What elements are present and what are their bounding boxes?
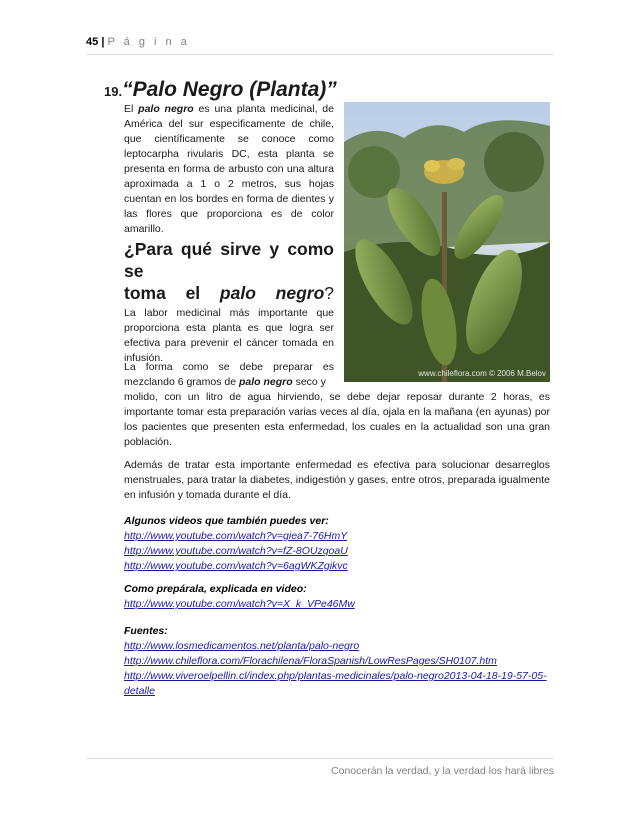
header-separator: | <box>101 36 105 48</box>
section-title-text: “Palo Negro (Planta)” <box>122 78 337 101</box>
plant-photo <box>344 102 550 382</box>
subheading-line-1: ¿Para qué sirve y como se <box>124 239 334 281</box>
extra-text: Además de tratar esta importante enfermedad es efectiva para solucionar desarreglos menstruales, para tratar la diabetes, indigestión y gases, entre otros, preparada igualmente en infusión y tomada durante el día. <box>124 459 550 501</box>
source-link[interactable]: http://www.losmedicamentos.net/planta/palo-negro <box>124 640 360 652</box>
sources-list <box>124 624 554 699</box>
intro-emphasis: palo negro <box>138 103 194 115</box>
plant-photo-illustration <box>344 102 550 382</box>
howto-heading: Como prepárala, explicada en video: <box>124 583 307 595</box>
source-link[interactable]: http://www.chileflora.com/Florachilena/FloraSpanish/LowResPages/SH0107.htm <box>124 655 497 667</box>
videos-heading: Algunos videos que también puedes ver: <box>124 515 329 527</box>
prep-paragraph-continued <box>124 390 550 450</box>
section-title <box>104 78 337 102</box>
subheading-line-2-a: toma el <box>124 283 220 303</box>
prep-paragraph-start <box>124 360 334 390</box>
prep-emphasis: palo negro <box>238 376 293 388</box>
intro-paragraph <box>124 102 334 237</box>
prep-text-2: seco y <box>292 376 326 388</box>
sources-heading: Fuentes: <box>124 625 168 637</box>
videos-list <box>124 514 554 574</box>
subheading-emphasis: palo negro <box>219 283 325 303</box>
prep-text-1: La forma como se debe preparar es mezclando 6 gramos de <box>124 361 334 388</box>
usage-section <box>124 238 334 366</box>
usage-paragraph: La labor medicinal más importante que proporciona esta planta es que logra ser efectiva para prevenir el cáncer tomada en infusión. <box>124 307 334 364</box>
extra-paragraph <box>124 458 550 503</box>
page-number: 45 <box>86 36 99 48</box>
video-link[interactable]: http://www.youtube.com/watch?v=giea7-76HmY <box>124 530 348 542</box>
photo-credit: www.chileflora.com © 2006 M.Belov <box>418 369 546 378</box>
footer-quote: Conocerán la verdad, y la verdad los hará libres <box>331 765 554 777</box>
subheading <box>124 238 334 304</box>
page-footer <box>86 758 554 777</box>
video-link[interactable]: http://www.youtube.com/watch?v=6agWKZgikvc <box>124 560 348 572</box>
page-label: P á g i n a <box>107 36 190 48</box>
intro-text-2: es una planta medicinal, de América del sur especificamente de chile, que científicamente se conoce como leptocarpha rivularis DC, esta planta se presenta en forma de arbusto con una altura aproximada a 1 o 2 metros, sus hojas cuentan en los bordes en forma de dientes y las flores que proporciona es de color amarillo. <box>124 103 334 235</box>
subheading-question-mark: ? <box>324 283 334 303</box>
howto-list <box>124 582 554 612</box>
section-number: 19. <box>104 84 123 99</box>
howto-video-link[interactable]: http://www.youtube.com/watch?v=X_k_VPe46Mw <box>124 598 355 610</box>
prep-text-cont: molido, con un litro de agua hirviendo, se debe dejar reposar durante 2 horas, es importante tomar esta preparación varias veces al día, ojala en la mañana (en ayunas) por los pacientes que presenten esta enfermedad, los cuales en la actualidad son una gran población. <box>124 391 550 448</box>
page-header <box>86 36 554 55</box>
video-link[interactable]: http://www.youtube.com/watch?v=fZ-8OUzqoaU <box>124 545 348 557</box>
source-link[interactable]: http://www.viveroelpellin.cl/index.php/plantas-medicinales/palo-negro2013-04-18-19-57-05-detalle <box>124 670 547 697</box>
intro-text-1: El <box>124 103 139 115</box>
